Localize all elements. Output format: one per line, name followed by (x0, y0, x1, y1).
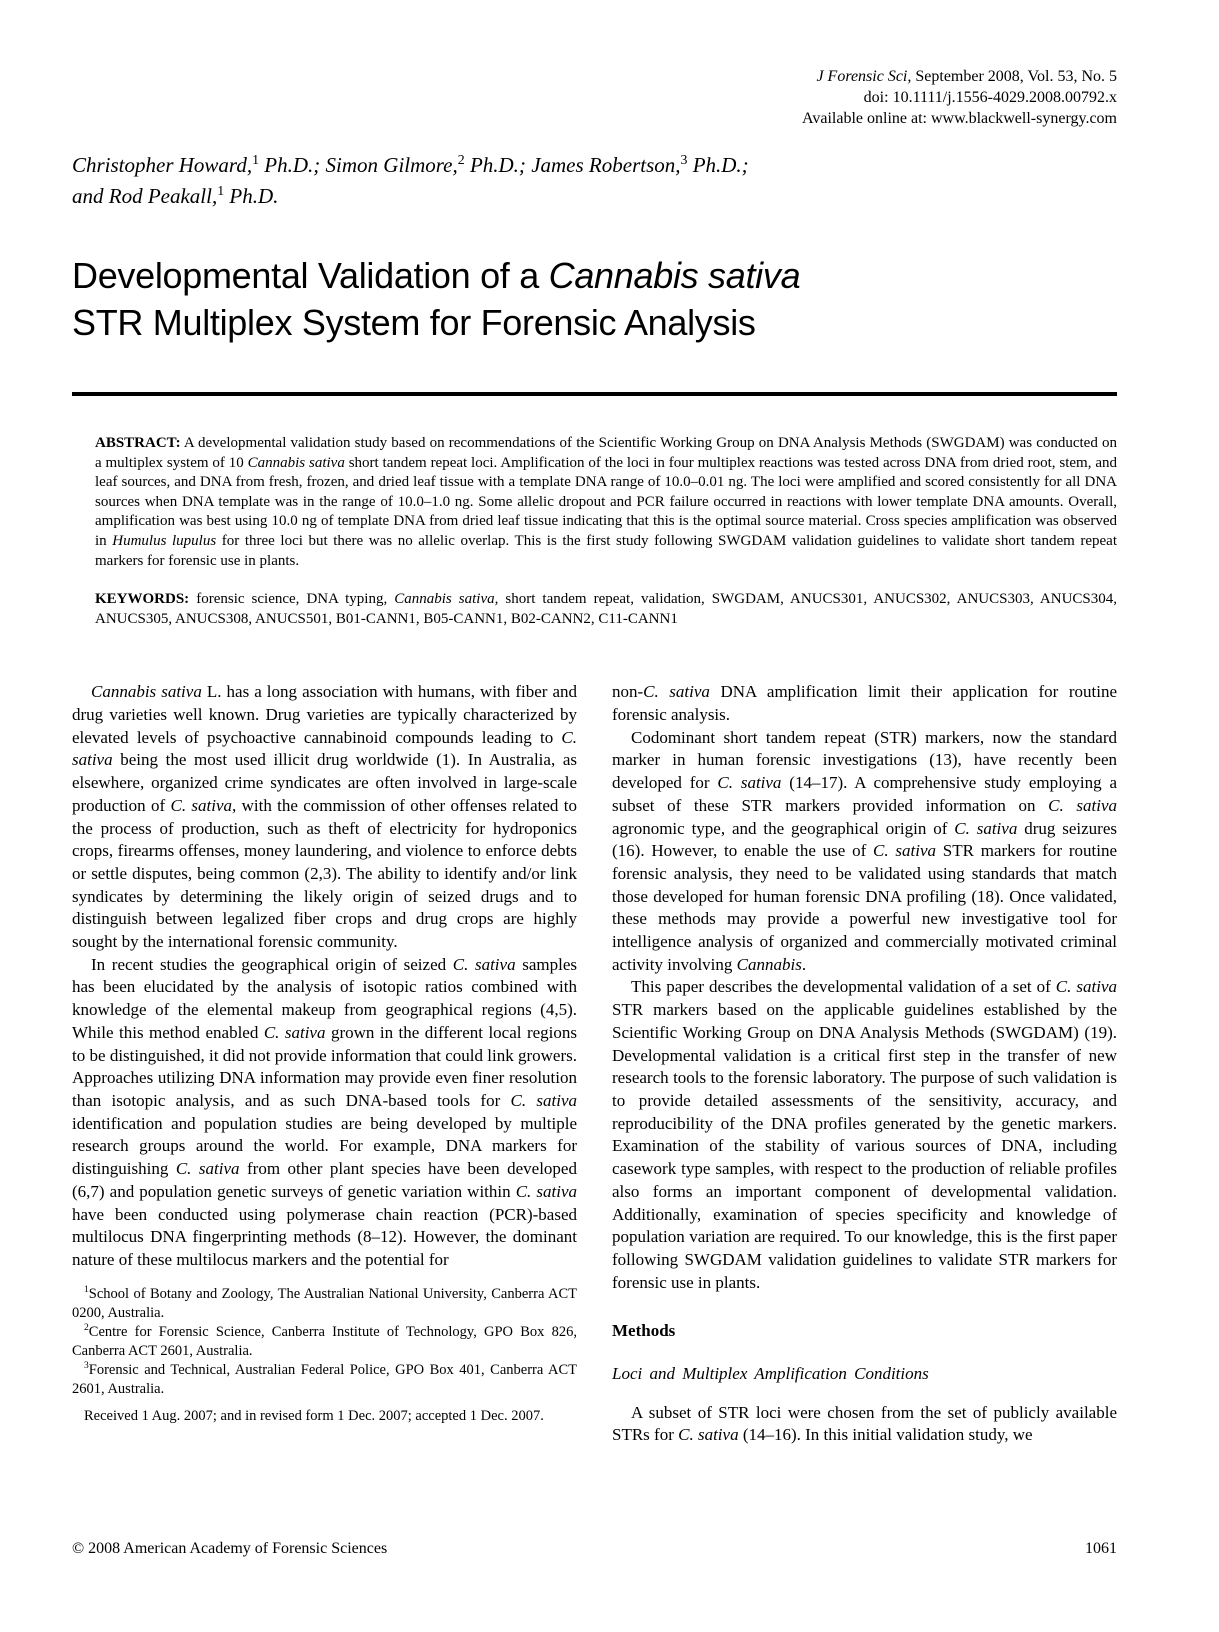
page-number: 1061 (1085, 1540, 1117, 1557)
keywords-paragraph: KEYWORDS: forensic science, DNA typing, Cannabis sativa, short tandem repeat, validation, SWGDAM, ANUCS301, ANUCS302, ANUCS303, ANUCS304, ANUCS305, ANUCS308, ANUCS501, B01-CANN1, B05-CANN1, B02-CANN2, C11-CANN1 (95, 591, 1117, 627)
article-body (72, 681, 1117, 1447)
page-footer (72, 1540, 1117, 1558)
author-list (72, 150, 1117, 212)
author-line-1: Christopher Howard,$^1$ Ph.D.; Simon Gilmore,$^2$ Ph.D.; James Robertson,$^3$ Ph.D.; (72, 152, 749, 177)
footnote-affiliation-2: $^2$Centre for Forensic Science, Canberra Institute of Technology, GPO Box 826, Canberra ACT 2601, Australia. (72, 1322, 577, 1359)
availability-note: Available online at: www.blackwell-synergy.com (801, 110, 1117, 127)
article-title-line-1: Developmental Validation of a Cannabis sativa (72, 255, 801, 296)
received-dates-note: Received 1 Aug. 2007; and in revised form 1 Dec. 2007; accepted 1 Dec. 2007. (84, 1407, 544, 1424)
left-column (72, 681, 577, 1447)
section-heading-methods: Methods (612, 1321, 676, 1341)
body-paragraph: This paper describes the developmental validation of a set of C. sativa STR markers based on the applicable guidelines established by the Scientific Working Group on DNA Analysis Methods (SWGDAM) (19). Developmental validation is a critical first step in the transfer of new research tools to the forensic laboratory. The purpose of such validation is to provide detailed assessments of the sensitivity, accuracy, and reproducibility of the DNA profiles generated by the genetic markers. Examination of the stability of various sources of DNA, including casework type samples, with respect to the production of reliable profiles also forms an important component of developmental validation. Additionally, examination of species specificity and knowledge of population variation are required. To our knowledge, this is the first paper following SWGDAM validation guidelines to validate STR markers for forensic use in plants. (612, 977, 1117, 1292)
body-paragraph: non-C. sativa DNA amplification limit their application for routine forensic analysis. (612, 682, 1117, 725)
subsection-heading-loci: Loci and Multiplex Amplification Conditions (612, 1364, 929, 1384)
doi-line: doi: 10.1111/j.1556-4029.2008.00792.x (863, 89, 1117, 106)
article-title-line-2: STR Multiplex System for Forensic Analysis (72, 302, 756, 343)
footnote-affiliation-1: $^1$School of Botany and Zoology, The Australian National University, Canberra ACT 0200, Australia. (72, 1284, 577, 1321)
copyright-notice: © 2008 American Academy of Forensic Sciences (72, 1540, 388, 1557)
body-paragraph: A subset of STR loci were chosen from the set of publicly available STRs for C. sativa (14–16). In this initial validation study, we (612, 1402, 1117, 1445)
article-title (72, 252, 1117, 346)
body-paragraph: Codominant short tandem repeat (STR) markers, now the standard marker in human forensic investigations (13), have recently been developed for C. sativa (14–17). A comprehensive study employing a subset of these STR markers provided information on C. sativa agronomic type, and the geographical origin of C. sativa drug seizures (16). However, to enable the use of C. sativa STR markers for routine forensic analysis, they need to be validated using standards that match those developed for human forensic DNA profiling (18). Once validated, these methods may provide a powerful new investigative tool for intelligence analysis of organized and commercially motivated criminal activity involving Cannabis. (612, 727, 1117, 974)
title-divider-rule (72, 392, 1117, 396)
right-column (612, 681, 1117, 1447)
footnote-affiliation-3: $^3$Forensic and Technical, Australian Federal Police, GPO Box 401, Canberra ACT 2601, Australia. (72, 1360, 577, 1397)
footnotes-block (72, 1285, 577, 1426)
body-paragraph: In recent studies the geographical origin of seized C. sativa samples has been elucidated by the analysis of isotopic ratios combined with knowledge of the elemental makeup from geographical regions (4,5). While this method enabled C. sativa grown in the different local regions to be distinguished, it did not provide information that could link growers. Approaches utilizing DNA information may provide even finer resolution than isotopic analysis, and as such DNA-based tools for C. sativa identification and population studies are being developed by multiple research groups around the world. For example, DNA markers for distinguishing C. sativa from other plant species have been developed (6,7) and population genetic surveys of genetic variation within C. sativa have been conducted using polymerase chain reaction (PCR)-based multilocus DNA fingerprinting methods (8–12). However, the dominant nature of these multilocus markers and the potential for (72, 954, 577, 1269)
abstract-paragraph: ABSTRACT: A developmental validation study based on recommendations of the Scientific Working Group on DNA Analysis Methods (SWGDAM) was conducted on a multiplex system of 10 Cannabis sativa short tandem repeat loci. Amplification of the loci in four multiplex reactions was tested across DNA from dried root, stem, and leaf sources, and DNA from fresh, frozen, and dried leaf tissue with a template DNA range of 10.0–0.01 ng. The loci were amplified and scored consistently for all DNA sources when DNA template was in the range of 10.0–1.0 ng. Some allelic dropout and PCR failure occurred in reactions with lower template DNA amounts. Overall, amplification was best using 10.0 ng of template DNA from dried leaf tissue indicating that this is the optimal source material. Cross species amplification was observed in Humulus lupulus for three loci but there was no allelic overlap. This is the first study following SWGDAM validation guidelines to validate short tandem repeat markers for forensic use in plants. (95, 435, 1118, 569)
body-paragraph: Cannabis sativa L. has a long association with humans, with fiber and drug varieties well known. Drug varieties are typically characterized by elevated levels of psychoactive cannabinoid compounds leading to C. sativa being the most used illicit drug worldwide (1). In Australia, as elsewhere, organized crime syndicates are often involved in large-scale production of C. sativa, with the commission of other offenses related to the process of production, such as theft of electricity for hydroponics crops, firearms offenses, money laundering, and violence to enforce debts or settle disputes, being common (2,3). The ability to identify and/or link syndicates by determining the likely origin of seized drugs and to distinguish between legalized fiber crops and drug crops are highly sought by the international forensic community. (72, 682, 577, 952)
journal-masthead (72, 66, 1117, 129)
author-line-2: and Rod Peakall,$^1$ Ph.D. (72, 183, 279, 208)
journal-citation: J Forensic Sci, September 2008, Vol. 53, No. 5 (816, 68, 1117, 85)
